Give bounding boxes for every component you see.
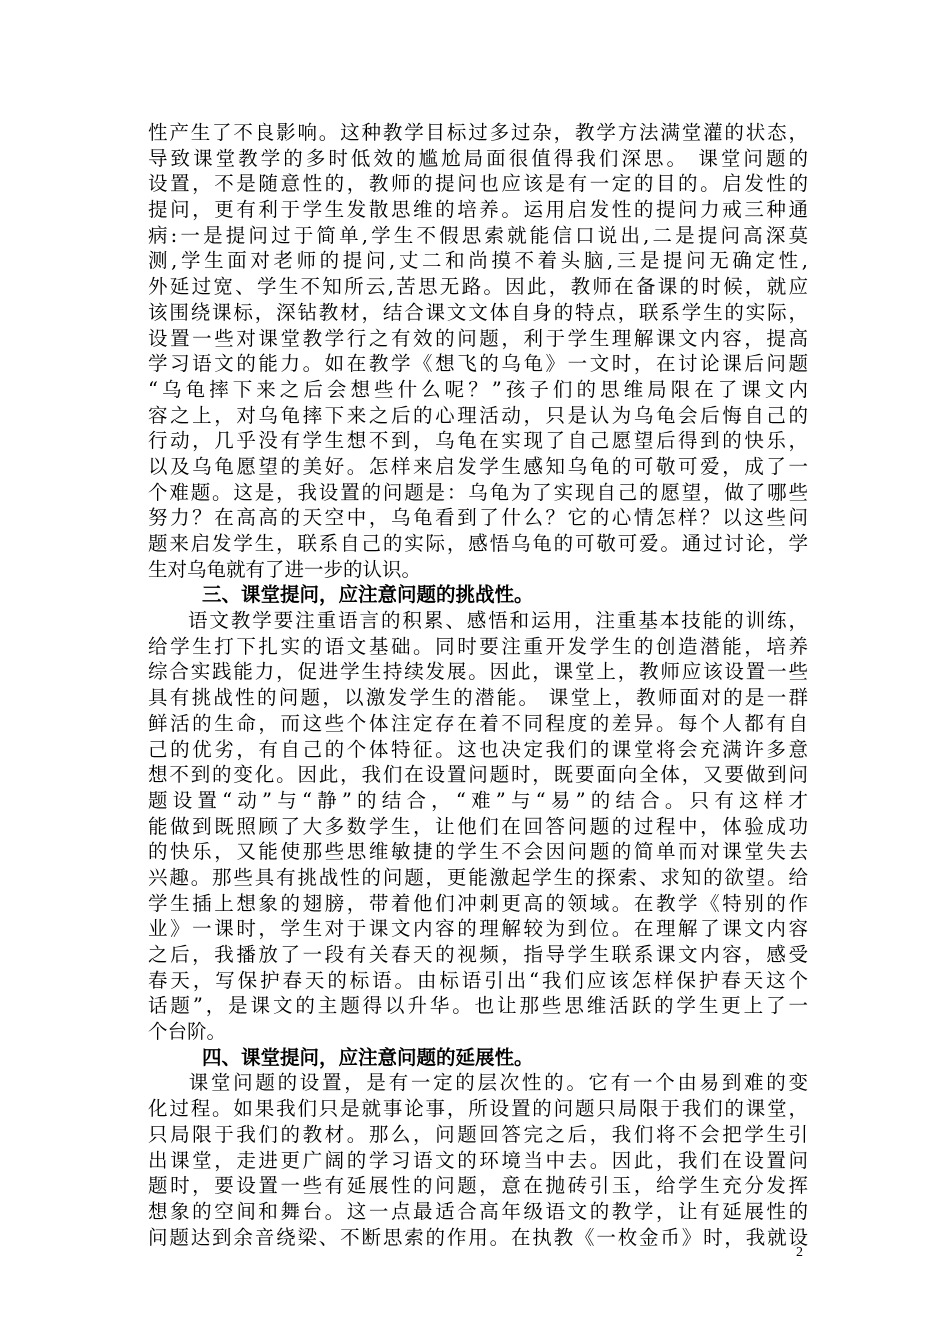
text-line: “乌龟摔下来之后会想些什么呢？”孩子们的思维局限在了课文内 xyxy=(148,377,808,401)
text-line: 综合实践能力，促进学生持续发展。因此，课堂上，教师应该设置一些 xyxy=(148,660,808,684)
text-line: 课堂问题的设置，是有一定的层次性的。它有一个由易到难的变 xyxy=(186,1071,808,1095)
text-line: 生对乌龟就有了进一步的认识。 xyxy=(148,557,422,581)
text-line: 兴趣。那些具有挑战性的问题，更能激起学生的探索、求知的欲望。给 xyxy=(148,865,808,889)
text-line: 该围绕课标，深钻教材，结合课文文体自身的特点，联系学生的实际， xyxy=(148,300,808,324)
text-line: 设置一些对课堂教学行之有效的问题，利于学生理解课文内容，提高 xyxy=(148,326,808,350)
section-heading-text: 三、课堂提问，应注意问题的挑战性。 xyxy=(202,583,534,607)
text-line: 测,学生面对老师的提问,丈二和尚摸不着头脑,三是提问无确定性, xyxy=(148,249,808,273)
text-line: 努力？在高高的天空中，乌龟看到了什么？它的心情怎样？以这些问 xyxy=(148,506,808,530)
text-line: 想象的空间和舞台。这一点最适合高年级语文的教学，让有延展性的 xyxy=(148,1199,808,1223)
text-line: 学生插上想象的翅膀，带着他们冲刺更高的领域。在教学《特别的作 xyxy=(148,891,808,915)
text-line: 能做到既照顾了大多数学生，让他们在回答问题的过程中，体验成功 xyxy=(148,814,808,838)
text-line: 只局限于我们的教材。那么，问题回答完之后，我们将不会把学生引 xyxy=(148,1122,808,1146)
section-heading xyxy=(148,1045,808,1071)
text-line: 业》一课时，学生对于课文内容的理解较为到位。在理解了课文内容 xyxy=(148,917,808,941)
text-line: 题设置“动”与“静”的结合，“难”与“易”的结合。只有这样才 xyxy=(148,788,808,812)
text-line: 以及乌龟愿望的美好。怎样来启发学生感知乌龟的可敬可爱，成了一 xyxy=(148,454,808,478)
text-line: 性产生了不良影响。这种教学目标过多过杂，教学方法满堂灌的状态， xyxy=(148,121,808,144)
text-line: 化过程。如果我们只是就事论事，所设置的问题只局限于我们的课堂， xyxy=(148,1097,808,1121)
text-line: 行动，几乎没有学生想不到，乌龟在实现了自己愿望后得到的快乐， xyxy=(148,429,808,453)
text-line: 具有挑战性的问题，以激发学生的潜能。 课堂上，教师面对的是一群 xyxy=(148,686,808,710)
text-line: 学习语文的能力。如在教学《想飞的乌龟》一文时，在讨论课后问题 xyxy=(148,352,808,376)
page-number: 2 xyxy=(796,1245,803,1260)
document-body xyxy=(148,120,808,1250)
text-line: 个难题。这是，我设置的问题是：乌龟为了实现自己的愿望，做了哪些 xyxy=(148,480,808,504)
text-line: 的快乐，又能使那些思维敏捷的学生不会因问题的简单而对课堂失去 xyxy=(148,840,808,864)
text-line: 病:一是提问过于简单,学生不假思索就能信口说出,二是提问高深莫 xyxy=(148,223,808,247)
paragraph-first-line xyxy=(148,608,808,634)
text-line: 语文教学要注重语言的积累、感悟和运用，注重基本技能的训练， xyxy=(186,609,808,633)
text-line: 题时，要设置一些有延展性的问题，意在抛砖引玉，给学生充分发挥 xyxy=(148,1174,808,1198)
text-line: 导致课堂教学的多时低效的尴尬局面很值得我们深思。 课堂问题的 xyxy=(148,146,808,170)
text-line: 己的优劣，有自己的个体特征。这也决定我们的课堂将会充满许多意 xyxy=(148,737,808,761)
text-line: 出课堂，走进更广阔的学习语文的环境当中去。因此，我们在设置问 xyxy=(148,1148,808,1172)
section-heading xyxy=(148,582,808,608)
text-line: 春天，写保护春天的标语。由标语引出“我们应该怎样保护春天这个 xyxy=(148,968,808,992)
text-line: 容之上，对乌龟摔下来之后的心理活动，只是认为乌龟会后悔自己的 xyxy=(148,403,808,427)
text-line: 想不到的变化。因此，我们在设置问题时，既要面向全体，又要做到问 xyxy=(148,763,808,787)
text-line: 鲜活的生命，而这些个体注定存在着不同程度的差异。每个人都有自 xyxy=(148,711,808,735)
text-line: 问题达到余音绕梁、不断思索的作用。在执教《一枚金币》时，我就设 xyxy=(148,1225,808,1249)
text-line: 提问，更有利于学生发散思维的培养。运用启发性的提问力戒三种通 xyxy=(148,198,808,222)
section-heading-text: 四、课堂提问，应注意问题的延展性。 xyxy=(202,1045,534,1069)
text-line: 外延过宽、学生不知所云,苦思无路。因此，教师在备课的时候，就应 xyxy=(148,275,808,299)
text-line: 设置，不是随意性的，教师的提问也应该是有一定的目的。启发性的 xyxy=(148,172,808,196)
text-line: 给学生打下扎实的语文基础。同时要注重开发学生的创造潜能，培养 xyxy=(148,634,808,658)
text-line: 个台阶。 xyxy=(148,1020,227,1044)
text-line: 话题”，是课文的主题得以升华。也让那些思维活跃的学生更上了一 xyxy=(148,994,808,1018)
text-line: 之后，我播放了一段有关春天的视频，指导学生联系课文内容，感受 xyxy=(148,943,808,966)
paragraph-first-line xyxy=(148,1070,808,1096)
text-line: 题来启发学生，联系自己的实际，感悟乌龟的可敬可爱。通过讨论，学 xyxy=(148,532,808,555)
